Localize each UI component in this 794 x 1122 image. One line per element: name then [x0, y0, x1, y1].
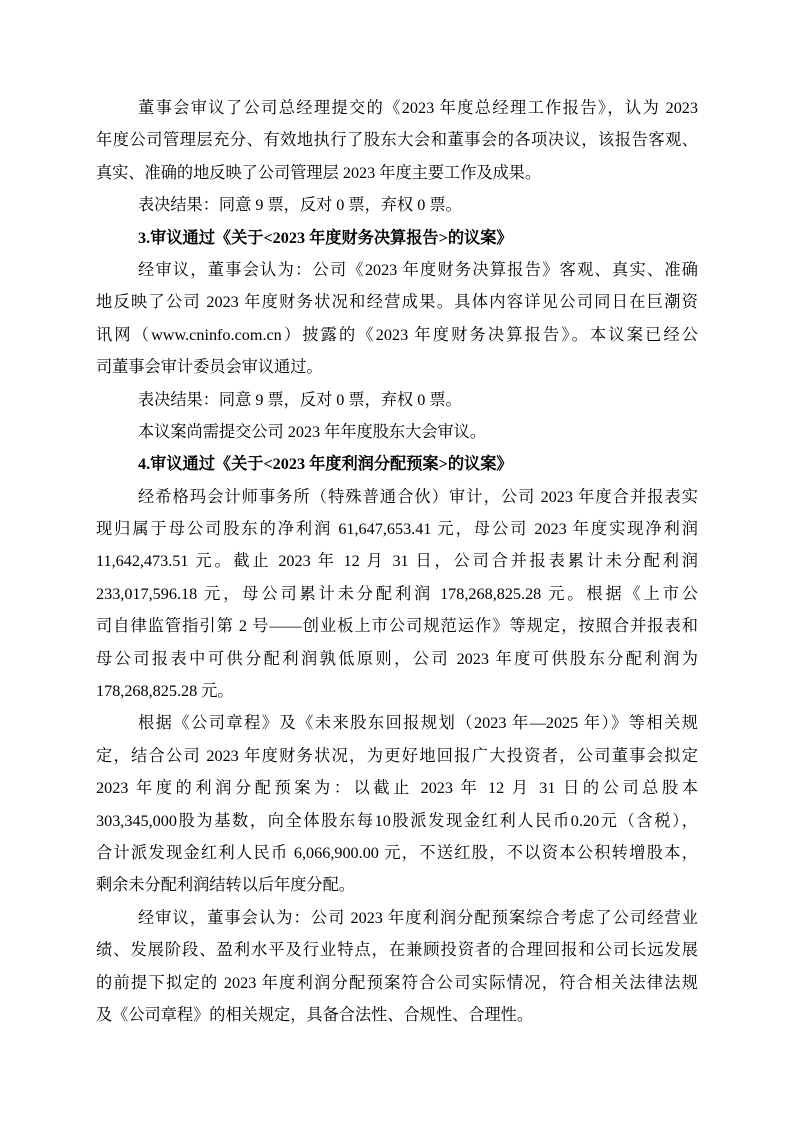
- body-line: 经希格玛会计师事务所（特殊普通合伙）审计，公司 2023 年度合并报表实: [138, 487, 698, 506]
- body-line: 根据《公司章程》及《未来股东回报规划（2023 年—2025 年）》等相关规: [138, 714, 698, 733]
- body-line: 经审议，董事会认为：公司 2023 年度利润分配预案综合考虑了公司经营业: [138, 908, 698, 927]
- body-line: 司自律监管指引第 2 号——创业板上市公司规范运作》等规定，按照合并报表和: [96, 617, 698, 636]
- body-line: 及《公司章程》的相关规定，具备合法性、合规性、合理性。: [96, 1005, 534, 1024]
- body-line: 真实、准确的地反映了公司管理层 2023 年度主要工作及成果。: [96, 163, 542, 182]
- body-line: 的前提下拟定的 2023 年度利润分配预案符合公司实际情况，符合相关法律法规: [96, 973, 698, 992]
- body-line: 178,268,825.28 元。: [96, 682, 234, 701]
- body-line: 现归属于母公司股东的净利润 61,647,653.41 元，母公司 2023 年度实现净利润: [96, 520, 698, 539]
- vote-result-line: 表决结果：同意 9 票，反对 0 票，弃权 0 票。: [138, 196, 462, 215]
- body-line: 剩余未分配利润结转以后年度分配。: [96, 876, 355, 895]
- body-line: 合计派发现金红利人民币 6,066,900.00 元，不送红股，不以资本公积转增股本，: [96, 843, 698, 862]
- body-line: 司董事会审计委员会审议通过。: [96, 358, 323, 377]
- body-line: 年度公司管理层充分、有效地执行了股东大会和董事会的各项决议，该报告客观、: [96, 131, 698, 150]
- body-line: 定，结合公司 2023 年度财务状况，为更好地回报广大投资者，公司董事会拟定: [96, 746, 698, 765]
- vote-result-line: 表决结果：同意 9 票，反对 0 票，弃权 0 票。: [138, 390, 462, 409]
- document-content: [96, 92, 698, 1031]
- agenda-item-3-heading: 3.审议通过《关于<2023 年度财务决算报告>的议案》: [138, 228, 513, 247]
- body-line: 董事会审议了公司总经理提交的《2023 年度总经理工作报告》，认为 2023: [138, 99, 698, 117]
- body-line: 303,345,000股为基数，向全体股东每10股派发现金红利人民币0.20元（含税），: [96, 811, 698, 830]
- body-line: 绩、发展阶段、盈利水平及行业特点，在兼顾投资者的合理回报和公司长远发展: [96, 941, 698, 960]
- submission-note-line: 本议案尚需提交公司 2023 年年度股东大会审议。: [138, 422, 487, 441]
- body-line: 2023 年度的利润分配预案为：以截止 2023 年 12 月 31 日的公司总股本: [96, 779, 698, 798]
- body-line: 233,017,596.18 元，母公司累计未分配利润 178,268,825.28 元。根据《上市公: [96, 584, 698, 603]
- body-line: 11,642,473.51 元。截止 2023 年 12 月 31 日，公司合并报表累计未分配利润: [96, 552, 698, 571]
- body-line: 讯网（www.cninfo.com.cn）披露的《2023 年度财务决算报告》。本议案已经公: [96, 325, 698, 344]
- body-line: 母公司报表中可供分配利润孰低原则，公司 2023 年度可供股东分配利润为: [96, 649, 698, 668]
- agenda-item-4-heading: 4.审议通过《关于<2023 年度利润分配预案>的议案》: [138, 455, 513, 474]
- body-line: 地反映了公司 2023 年度财务状况和经营成果。具体内容详见公司同日在巨潮资: [96, 293, 698, 312]
- body-line: 经审议，董事会认为：公司《2023 年度财务决算报告》客观、真实、准确: [138, 260, 698, 279]
